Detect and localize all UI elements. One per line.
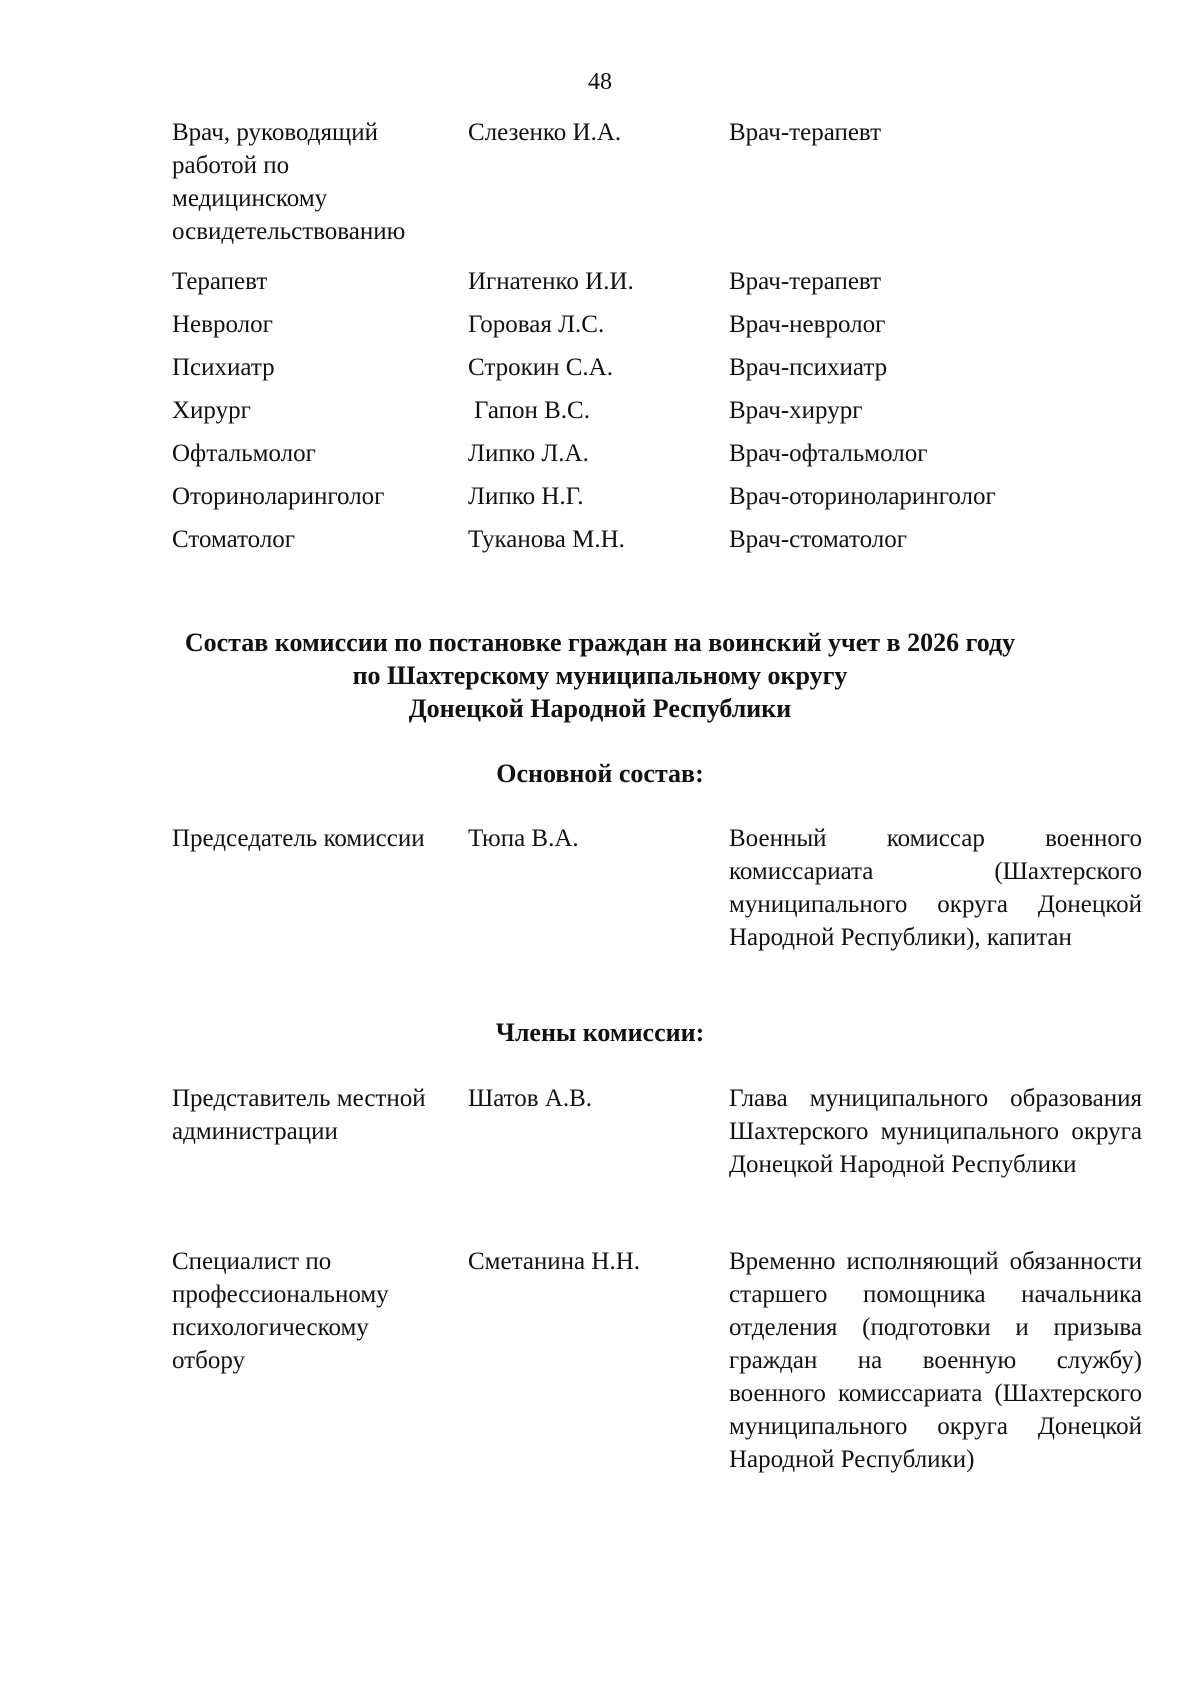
doctor-role: Невролог xyxy=(172,311,273,338)
commission-title-line: Донецкой Народной Республики xyxy=(408,694,792,723)
doctor-role: Врач, руководящий работой по медицинскому освидетельствованию xyxy=(172,119,406,245)
doctor-name: Гапон В.С. xyxy=(474,397,590,424)
doctor-position: Врач-психиатр xyxy=(729,354,888,381)
commission-title-line: Состав комиссии по постановке граждан на воинский учет в 2026 году xyxy=(184,628,1016,657)
doctor-role: Хирург xyxy=(172,397,251,424)
doctor-name: Строкин С.А. xyxy=(468,354,613,381)
doctor-role: Офтальмолог xyxy=(172,440,316,467)
doctor-position: Врач-терапевт xyxy=(729,119,882,146)
member-position: Глава муниципального образования Шахтерского муниципального округа Донецкой Народной Республики xyxy=(729,1085,1142,1178)
doctor-name: Липко Н.Г. xyxy=(468,483,584,510)
doctor-position: Врач-невролог xyxy=(729,311,886,338)
doctor-position: Врач-терапевт xyxy=(729,268,882,295)
doctor-position: Врач-стоматолог xyxy=(729,526,907,553)
commission-title-line: по Шахтерскому муниципальному округу xyxy=(352,661,848,690)
doctor-role: Терапевт xyxy=(172,268,268,295)
members-heading: Члены комиссии: xyxy=(495,1018,705,1047)
doctor-name: Липко Л.А. xyxy=(468,440,589,467)
doctor-position: Врач-офтальмолог xyxy=(729,440,928,467)
member-role: Специалист по профессиональному психологическому отбору xyxy=(172,1248,389,1374)
doctor-role: Стоматолог xyxy=(172,526,296,553)
member-name: Шатов А.В. xyxy=(468,1085,593,1112)
chairman-role: Председатель комиссии xyxy=(172,825,425,852)
doctor-position: Врач-хирург xyxy=(729,397,863,424)
member-position: Временно исполняющий обязанности старшего помощника начальника отделения (подготовки и призыва граждан на военную службу) военного комиссариата (Шахтерского муниципального округа Донецкой Народной Республики) xyxy=(729,1248,1142,1473)
commission-title xyxy=(0,626,1200,725)
doctor-name: Слезенко И.А. xyxy=(468,119,622,146)
main-composition-heading: Основной состав: xyxy=(496,759,704,788)
doctor-position: Врач-оториноларинголог xyxy=(729,483,996,510)
doctor-name: Горовая Л.С. xyxy=(468,311,605,338)
member-role: Представитель местной администрации xyxy=(172,1085,426,1145)
doctor-name: Игнатенко И.И. xyxy=(468,268,634,295)
doctor-role: Психиатр xyxy=(172,354,275,381)
doctor-role: Оториноларинголог xyxy=(172,483,385,510)
chairman-position: Военный комиссар военного комиссариата (Шахтерского муниципального округа Донецкой Народной Республики), капитан xyxy=(729,825,1142,951)
chairman-name: Тюпа В.А. xyxy=(468,825,579,852)
page-number: 48 xyxy=(588,69,612,95)
member-name: Сметанина Н.Н. xyxy=(468,1248,641,1275)
doctor-name: Туканова М.Н. xyxy=(468,526,625,553)
